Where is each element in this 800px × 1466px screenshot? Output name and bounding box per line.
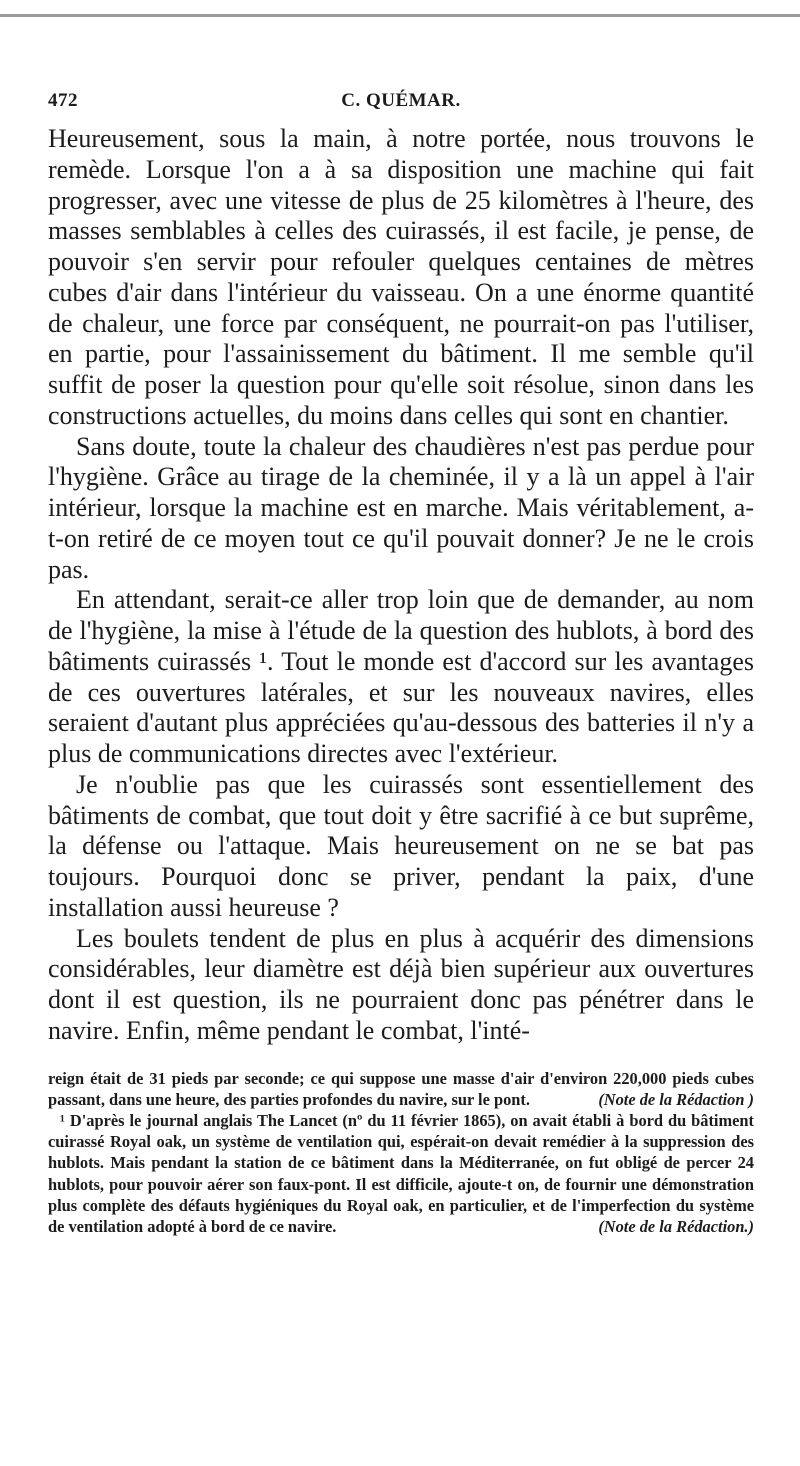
book-page xyxy=(48,86,754,1237)
editor-note: (Note de la Rédaction ) xyxy=(598,1089,754,1109)
footnote-1-text: ¹ D'après le journal anglais The Lancet (nº du 11 février 1865), on avait établi à bord du bâtiment cuirassé Royal oak, un système de ventilation qui, espérait-on devait remédier à la suppression des hublots. Mais pendant la station de ce bâtiment dans la Méditerranée, on fut obligé de percer 24 hublots, pour pouvoir aérer son faux-pont. Il est difficile, ajoute-t on, de fournir une démonstration plus complète des défauts hygiéniques du Royal oak, en particulier, et de l'imperfection du système de ventilation adopté à bord de ce navire. xyxy=(48,1110,754,1236)
footnote-continued xyxy=(48,1068,754,1110)
paragraph-5: Les boulets tendent de plus en plus à acquérir des dimensions considérables, leur diamètre est déjà bien supérieur aux ouvertures dont il est question, ils ne pourraient donc pas pénétrer dans le navire. Enfin, même pendant le combat, l'inté- xyxy=(48,923,754,1045)
top-border-rule xyxy=(0,14,800,17)
footnotes xyxy=(48,1068,754,1238)
editor-note: (Note de la Rédaction.) xyxy=(598,1216,754,1236)
paragraph-4: Je n'oublie pas que les cuirassés sont essentiellement des bâtiments de combat, que tout doit y être sacrifié à ce but suprême, la défense ou l'attaque. Mais heureusement on ne se bat pas toujours. Pourquoi donc se priver, pendant la paix, d'une installation aussi heureuse ? xyxy=(48,769,754,922)
paragraph-3: En attendant, serait-ce aller trop loin que de demander, au nom de l'hygiène, la mise à l'étude de la question des hublots, à bord des bâtiments cuirassés ¹. Tout le monde est d'accord sur les avantages de ces ouvertures latérales, et sur les nouveaux navires, elles seraient d'autant plus appréciées qu'au-dessous des batteries il n'y a plus de communications directes avec l'extérieur. xyxy=(48,585,754,768)
footnote-continued-text: reign était de 31 pieds par seconde; ce qui suppose une masse d'air d'environ 220,000 pieds cubes passant, dans une heure, des parties profondes du navire, sur le pont. xyxy=(48,1068,754,1109)
page-header xyxy=(48,86,754,124)
page-number: 472 xyxy=(48,90,78,111)
paragraph-2: Sans doute, toute la chaleur des chaudières n'est pas perdue pour l'hygiène. Grâce au tirage de la cheminée, il y a là un appel à l'air intérieur, lorsque la machine est en marche. Mais véritablement, a-t-on retiré de ce moyen tout ce qu'il pouvait donner? Je ne le crois pas. xyxy=(48,431,754,584)
footnote-1 xyxy=(48,1110,754,1237)
body-text xyxy=(48,124,754,1047)
paragraph-1: Heureusement, sous la main, à notre portée, nous trouvons le remède. Lorsque l'on a à sa disposition une machine qui fait progresser, avec une vitesse de plus de 25 kilomètres à l'heure, des masses semblables à celles des cuirassés, il est facile, je pense, de pouvoir s'en servir pour refouler quelques centaines de mètres cubes d'air dans l'intérieur du vaisseau. On a une énorme quantité de chaleur, une force par conséquent, ne pourrait-on pas l'utiliser, en partie, pour l'assainissement du bâtiment. Il me semble qu'il suffit de poser la question pour qu'elle soit résolue, sinon dans les constructions actuelles, du moins dans celles qui sont en chantier. xyxy=(48,124,754,430)
running-head: C. QUÉMAR. xyxy=(341,90,461,111)
